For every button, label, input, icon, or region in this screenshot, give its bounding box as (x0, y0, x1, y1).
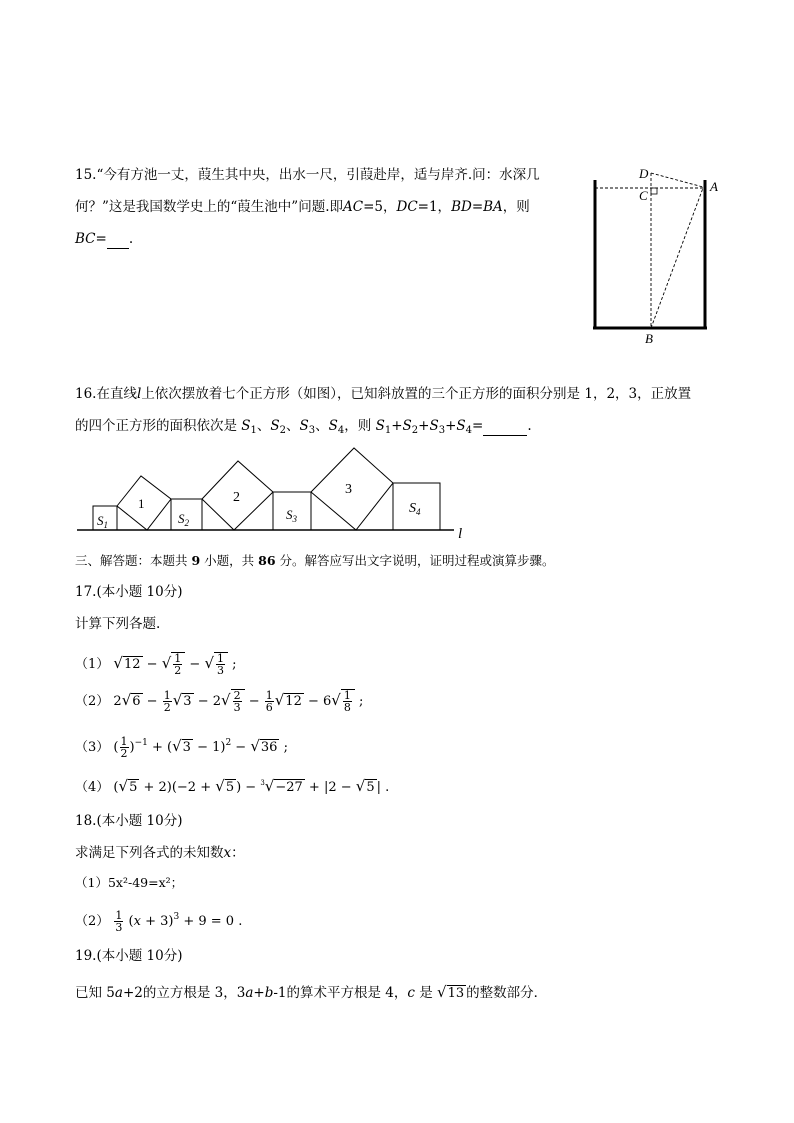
var-b: b (264, 985, 274, 1001)
q15-line3 (75, 230, 133, 249)
tilted-square-3 (311, 448, 393, 530)
q15-line1 (75, 166, 540, 184)
subscript: 4 (337, 425, 345, 436)
q17-part-2 (75, 688, 363, 714)
q15-dc-value: =1， (417, 199, 452, 215)
plus: + (253, 985, 265, 1001)
q16-text-3: 的四个正方形的面积依次是 (75, 418, 237, 434)
formula-1: √12 − √ $\frac{1}{2}$ − √ $\frac{1}{3}$ ; (113, 652, 237, 677)
q16-line1 (75, 385, 691, 403)
plus: + (391, 418, 403, 434)
q17-head: 17.(本小题 10分) (75, 584, 183, 600)
q19-text-5: 的整数部分． (466, 985, 548, 1001)
subscript: 2 (411, 425, 419, 436)
q17-part-1 (75, 651, 237, 677)
formula-3: ( $\frac{1}{2}$ )$^{-1} + (√3 - 1)^2 - √36$ ; (113, 735, 288, 760)
var-a: a (114, 985, 123, 1001)
q15-line2 (75, 198, 530, 216)
part-label: （1） (75, 657, 110, 672)
q19-text-2: +2的立方根是 3，3 (122, 985, 246, 1001)
part-label: （4） (75, 780, 110, 795)
subscript: 3 (438, 425, 446, 436)
answer-blank (107, 230, 129, 249)
reed-slant-line (651, 188, 703, 328)
section-3-heading (75, 552, 555, 570)
separator: 、 (286, 418, 300, 434)
var-bc: BC (75, 231, 96, 247)
var-x: x (223, 845, 232, 861)
var-s: S (241, 418, 251, 434)
q17-intro: 计算下列各题. (75, 616, 161, 632)
q15-number: 15. (75, 167, 97, 183)
var-s: S (429, 418, 439, 434)
var-s: S (402, 418, 412, 434)
var-bd: BD (451, 199, 472, 215)
q19-text-4: 是 (414, 985, 433, 1001)
pool-figure (585, 162, 725, 347)
q16-text-2: 上依次摆放着七个正方形（如图），已知斜放置的三个正方形的面积分别是 1，2，3，正放置 (141, 386, 692, 402)
section-3-text-2: 小题，共 (200, 553, 259, 568)
q19-head: 19.(本小题 10分) (75, 948, 183, 964)
part-label: （1） (75, 875, 108, 890)
q17-part-4 (75, 772, 389, 799)
section-3-text-1: 三、解答题：本题共 (75, 553, 192, 568)
square-s4-label: $S_4$ (409, 501, 421, 517)
sqrt-13: √13 (437, 983, 465, 1001)
equals: = (95, 231, 107, 247)
var-ac: AC (343, 199, 364, 215)
separator: 、 (256, 418, 271, 434)
section-3-text-3: 分。解答应写出文字说明，证明过程或演算步骤。 (275, 553, 555, 568)
period: . (128, 231, 134, 247)
square-s1-label: $S_1$ (97, 513, 108, 530)
question-count: 9 (191, 553, 201, 568)
part-label: （3） (75, 740, 110, 755)
plus: + (418, 418, 430, 434)
var-l: l (136, 386, 142, 402)
squares-figure (72, 445, 472, 545)
q19-text-3: -1的算术平方根是 4， (273, 985, 408, 1001)
line-l-label: l (458, 526, 463, 542)
formula-2: 2√6 − $\frac{1}{2}$ √3 − 2√ $\frac{2}{3}$ − $\frac{1}{6}$ √12 − 6√ $\frac{1}{8}$ ; (113, 689, 364, 714)
var-ba: BA (483, 199, 503, 215)
tilted-square-3-label: 3 (345, 482, 352, 497)
tilted-square-1-label: 1 (138, 496, 145, 511)
q18-intro-text: 求满足下列各式的未知数 (75, 845, 224, 861)
q17-part-3 (75, 731, 288, 760)
var-dc: DC (396, 199, 418, 215)
var-s: S (299, 418, 309, 434)
colon: ： (231, 845, 245, 861)
plus: + (445, 418, 457, 434)
period: . (527, 418, 532, 434)
q19-text-1: 已知 5 (75, 985, 115, 1001)
q15-text-2: 何？”这是我国数学史上的“葭生池中”问题.即 (75, 199, 343, 215)
reed-top-line (651, 173, 703, 187)
q18-head: 18.(本小题 10分) (75, 813, 183, 829)
q15-ac-value: =5， (363, 199, 397, 215)
var-s: S (328, 418, 338, 434)
subscript: 3 (308, 425, 316, 436)
part-label: （2） (75, 694, 110, 709)
right-angle-mark (651, 188, 657, 194)
point-b-label: B (645, 331, 653, 346)
q19-text (75, 983, 547, 1003)
q16-line2 (75, 417, 532, 440)
separator: 、 (315, 418, 329, 434)
var-s: S (270, 418, 280, 434)
square-s3-label: $S_3$ (286, 507, 297, 524)
var-a: a (245, 985, 254, 1001)
total-score: 86 (258, 553, 276, 568)
q18-intro (75, 844, 245, 862)
subscript: 1 (250, 425, 257, 436)
formula-4: (√5 + 2)(−2 + √5 ) − $^3$√−27 + |2 − √5 | . (113, 777, 390, 795)
subscript: 1 (384, 425, 392, 436)
answer-blank (483, 417, 527, 436)
var-s: S (375, 418, 385, 434)
equals: = (471, 199, 484, 215)
part-label: （2） (75, 914, 110, 929)
subscript: 4 (465, 425, 473, 436)
q15-text-3: ，则 (502, 199, 530, 215)
point-a-label: A (710, 179, 718, 194)
q18-part-2 (75, 905, 242, 934)
var-c: c (407, 985, 415, 1001)
subscript: 2 (279, 425, 287, 436)
square-s2-label: $S_2$ (178, 511, 189, 528)
equals: = (472, 418, 484, 434)
point-c-label: C (639, 188, 648, 203)
q18-part-1 (75, 874, 183, 892)
equation-1: 5x²-49=x²； (107, 875, 184, 890)
q16-text-4: ，则 (344, 418, 372, 434)
var-s: S (456, 418, 466, 434)
tilted-square-2-label: 2 (233, 490, 240, 505)
q15-text-1: “今有方池一丈，葭生其中央，出水一尺，引葭赴岸，适与岸齐.问：水深几 (96, 167, 540, 183)
point-d-label: D (639, 166, 649, 181)
q16-text-1: 16.在直线 (75, 386, 137, 402)
equation-2: $\frac{1}{3}$ $(x + 3)^3 + 9 = 0$ . (115, 909, 243, 934)
